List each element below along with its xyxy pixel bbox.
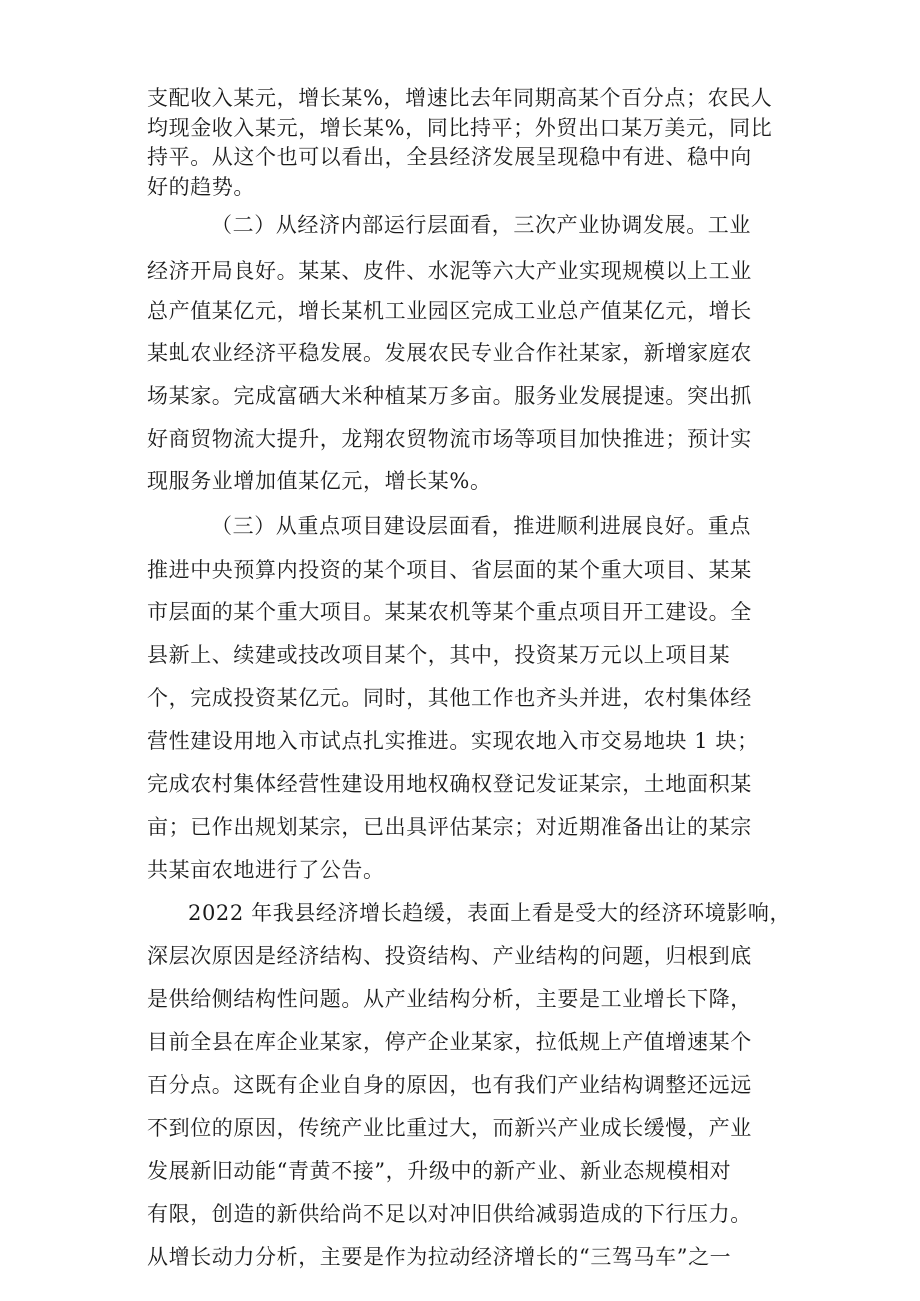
text-line: 亩；已作出规划某宗，已出具评估某宗；对近期准备出让的某宗: [147, 815, 752, 839]
text-line: 从增长动力分析，主要是作为拉动经济增长的“三驾马车”之一: [147, 1245, 732, 1269]
text-line: 市层面的某个重大项目。某某农机等某个重点项目开工建设。全: [147, 600, 752, 624]
text-line: 场某家。完成富硒大米种植某万多亩。服务业发展提速。突出抓: [147, 384, 752, 408]
text-line: 县新上、续建或技改项目某个，其中，投资某万元以上项目某: [147, 643, 731, 667]
text-line: 某虬农业经济平稳发展。发展农民专业合作社某家，新增家庭农: [147, 341, 752, 365]
text-line: 好的趋势。: [147, 175, 255, 199]
text-line: 是供给侧结构性问题。从产业结构分析，主要是工业增长下降，: [147, 987, 752, 1011]
text-line: 共某亩农地进行了公告。: [147, 858, 385, 882]
text-line: 现服务业增加值某亿元，增长某%。: [147, 469, 492, 493]
text-line: 营性建设用地入市试点扎实推进。实现农地入市交易地块 1 块；: [147, 729, 759, 753]
text-line: 发展新旧动能“青黄不接”，升级中的新产业、新业态规模相对: [147, 1159, 732, 1183]
text-line: 均现金收入某元，增长某%，同比持平；外贸出口某万美元，同比: [147, 116, 773, 140]
text-line: 推进中央预算内投资的某个项目、省层面的某个重大项目、某某: [147, 558, 752, 582]
text-line: 有限，创造的新供给尚不足以对冲旧供给减弱造成的下行压力。: [147, 1202, 752, 1226]
paragraph-heading-2: （二）从经济内部运行层面看，三次产业协调发展。工业: [211, 213, 751, 237]
text-line: 好商贸物流大提升，龙翔农贸物流市场等项目加快推进；预计实: [147, 427, 752, 451]
text-line: 经济开局良好。某某、皮件、水泥等六大产业实现规模以上工业: [147, 259, 752, 283]
text-line: 不到位的原因，传统产业比重过大，而新兴产业成长缓慢，产业: [147, 1116, 752, 1140]
paragraph-start: 2022 年我县经济增长趋缓，表面上看是受大的经济环境影响，: [188, 901, 792, 925]
text-line: 总产值某亿元，增长某机工业园区完成工业总产值某亿元，增长: [147, 299, 752, 323]
text-line: 持平。从这个也可以看出，全县经济发展呈现稳中有进、稳中向: [147, 145, 752, 169]
text-line: 支配收入某元，增长某%，增速比去年同期高某个百分点；农民人: [147, 86, 773, 110]
text-line: 个，完成投资某亿元。同时，其他工作也齐头并进，农村集体经: [147, 686, 752, 710]
text-line: 目前全县在库企业某家，停产企业某家，拉低规上产值增速某个: [147, 1030, 752, 1054]
text-line: 百分点。这既有企业自身的原因，也有我们产业结构调整还远远: [147, 1073, 752, 1097]
text-line: 深层次原因是经济结构、投资结构、产业结构的问题，归根到底: [147, 944, 752, 968]
paragraph-heading-3: （三）从重点项目建设层面看，推进顺利进展良好。重点: [211, 514, 751, 538]
text-line: 完成农村集体经营性建设用地权确权登记发证某宗，土地面积某: [147, 772, 752, 796]
